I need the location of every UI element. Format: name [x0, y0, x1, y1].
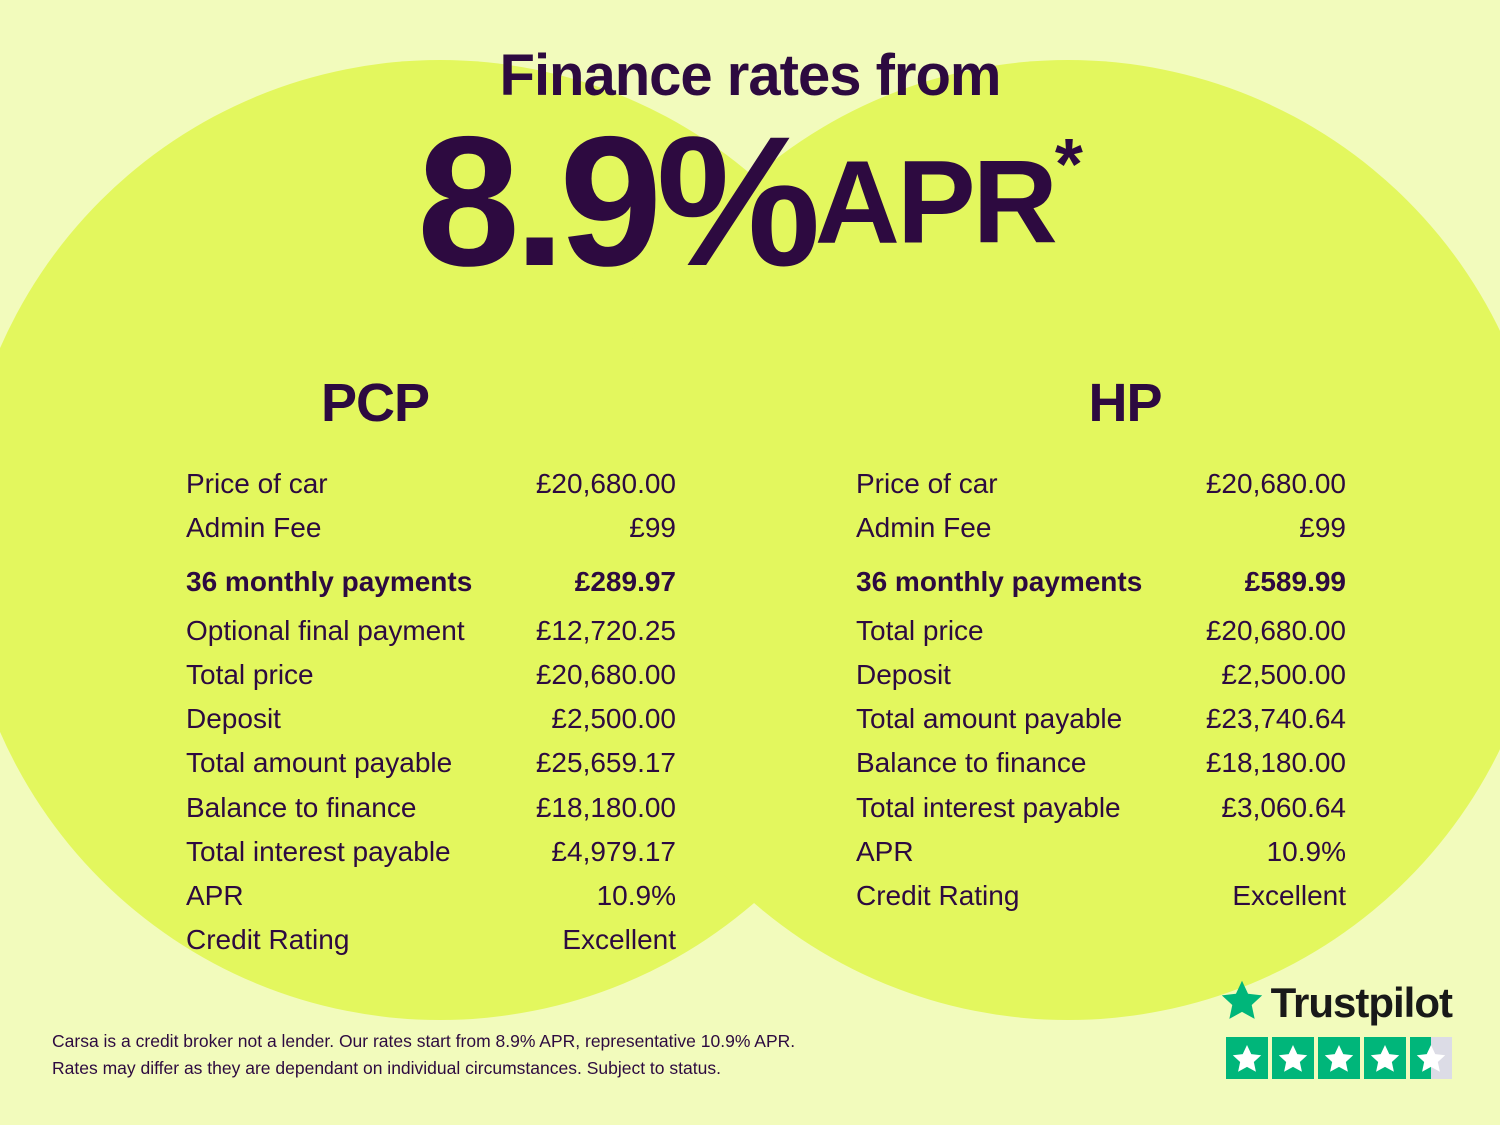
apr-label: APR [814, 136, 1055, 269]
trustpilot-star-filled [1364, 1037, 1406, 1079]
row-label: Deposit [186, 703, 281, 735]
table-row [856, 697, 1346, 741]
table-row [186, 462, 676, 506]
row-value: Excellent [1232, 880, 1346, 912]
row-value: £4,979.17 [551, 835, 676, 867]
table-row [856, 506, 1346, 550]
apr-value: 8.9% [417, 99, 815, 305]
trustpilot-stars [1219, 1037, 1452, 1079]
finance-column-hp [750, 372, 1500, 963]
trustpilot-star-filled [1226, 1037, 1268, 1079]
column-title-hp: HP [1088, 373, 1162, 433]
row-value: £20,680.00 [535, 658, 676, 690]
row-label: APR [186, 880, 244, 912]
table-row [186, 741, 676, 785]
row-value: £99 [629, 512, 676, 544]
table-row [856, 741, 1346, 785]
trustpilot-rating[interactable] [1219, 978, 1452, 1079]
table-row [856, 830, 1346, 874]
column-title-pcp: PCP [320, 373, 430, 433]
table-row [186, 830, 676, 874]
footnote-line-1: Carsa is a credit broker not a lender. Our rates start from 8.9% APR, representative 10.9% APR. [52, 1031, 796, 1051]
row-label: Optional final payment [186, 614, 465, 646]
table-row [186, 697, 676, 741]
table-row [186, 918, 676, 962]
table-row-highlight [856, 560, 1346, 604]
row-label: Total amount payable [186, 747, 453, 779]
row-value: £99 [1299, 512, 1346, 544]
trustpilot-star-filled [1272, 1037, 1314, 1079]
row-value: £25,659.17 [535, 747, 676, 779]
finance-column-pcp [0, 372, 750, 963]
finance-comparison-columns [0, 372, 1500, 963]
trustpilot-wordmark: Trustpilot [1270, 978, 1452, 1026]
row-label: Credit Rating [186, 924, 350, 956]
row-value: £589.99 [1244, 566, 1346, 598]
row-label: Balance to finance [856, 747, 1087, 779]
trustpilot-star-half [1410, 1037, 1452, 1079]
table-row [856, 609, 1346, 653]
row-label: Admin Fee [856, 512, 992, 544]
row-value: £18,180.00 [1205, 747, 1346, 779]
row-label: Price of car [186, 468, 328, 499]
row-label: Price of car [856, 468, 998, 499]
row-value: £3,060.64 [1221, 791, 1346, 823]
row-value: £2,500.00 [1221, 658, 1346, 690]
row-label: Total amount payable [856, 703, 1123, 735]
table-row [856, 462, 1346, 506]
row-label: 36 monthly payments [186, 566, 473, 598]
apr-asterisk: * [1054, 125, 1083, 205]
page-title: Finance rates from [499, 43, 1001, 108]
row-value: £289.97 [574, 566, 676, 598]
table-row [186, 653, 676, 697]
row-label: Total price [186, 658, 314, 690]
row-value: Excellent [562, 924, 676, 956]
table-row [186, 506, 676, 550]
legal-footnote [52, 1028, 795, 1082]
row-value: £20,680.00 [535, 468, 676, 499]
row-value: £20,680.00 [1205, 614, 1346, 646]
row-value: £18,180.00 [535, 791, 676, 823]
row-label: Balance to finance [186, 791, 417, 823]
row-value: £12,720.25 [535, 614, 676, 646]
trustpilot-star-icon [1219, 978, 1265, 1027]
table-row [186, 609, 676, 653]
row-label: Admin Fee [186, 512, 322, 544]
trustpilot-star-filled [1318, 1037, 1360, 1079]
row-label: Credit Rating [856, 880, 1020, 912]
footnote-line-2: Rates may differ as they are dependant on individual circumstances. Subject to status. [52, 1058, 721, 1079]
row-label: Deposit [856, 658, 951, 690]
apr-headline [0, 99, 1500, 305]
row-value: £20,680.00 [1205, 468, 1346, 499]
row-label: Total interest payable [186, 835, 451, 867]
table-row [186, 786, 676, 830]
row-label: APR [856, 835, 914, 867]
row-label: Total interest payable [856, 791, 1121, 823]
table-row [856, 653, 1346, 697]
row-label: Total price [856, 614, 984, 646]
row-label: 36 monthly payments [856, 566, 1143, 598]
table-row [186, 874, 676, 918]
row-value: £2,500.00 [551, 703, 676, 735]
row-value: £23,740.64 [1205, 703, 1346, 735]
row-value: 10.9% [596, 880, 676, 912]
table-row [856, 786, 1346, 830]
row-value: 10.9% [1266, 835, 1346, 867]
table-row-highlight [186, 560, 676, 604]
table-row [856, 874, 1346, 918]
